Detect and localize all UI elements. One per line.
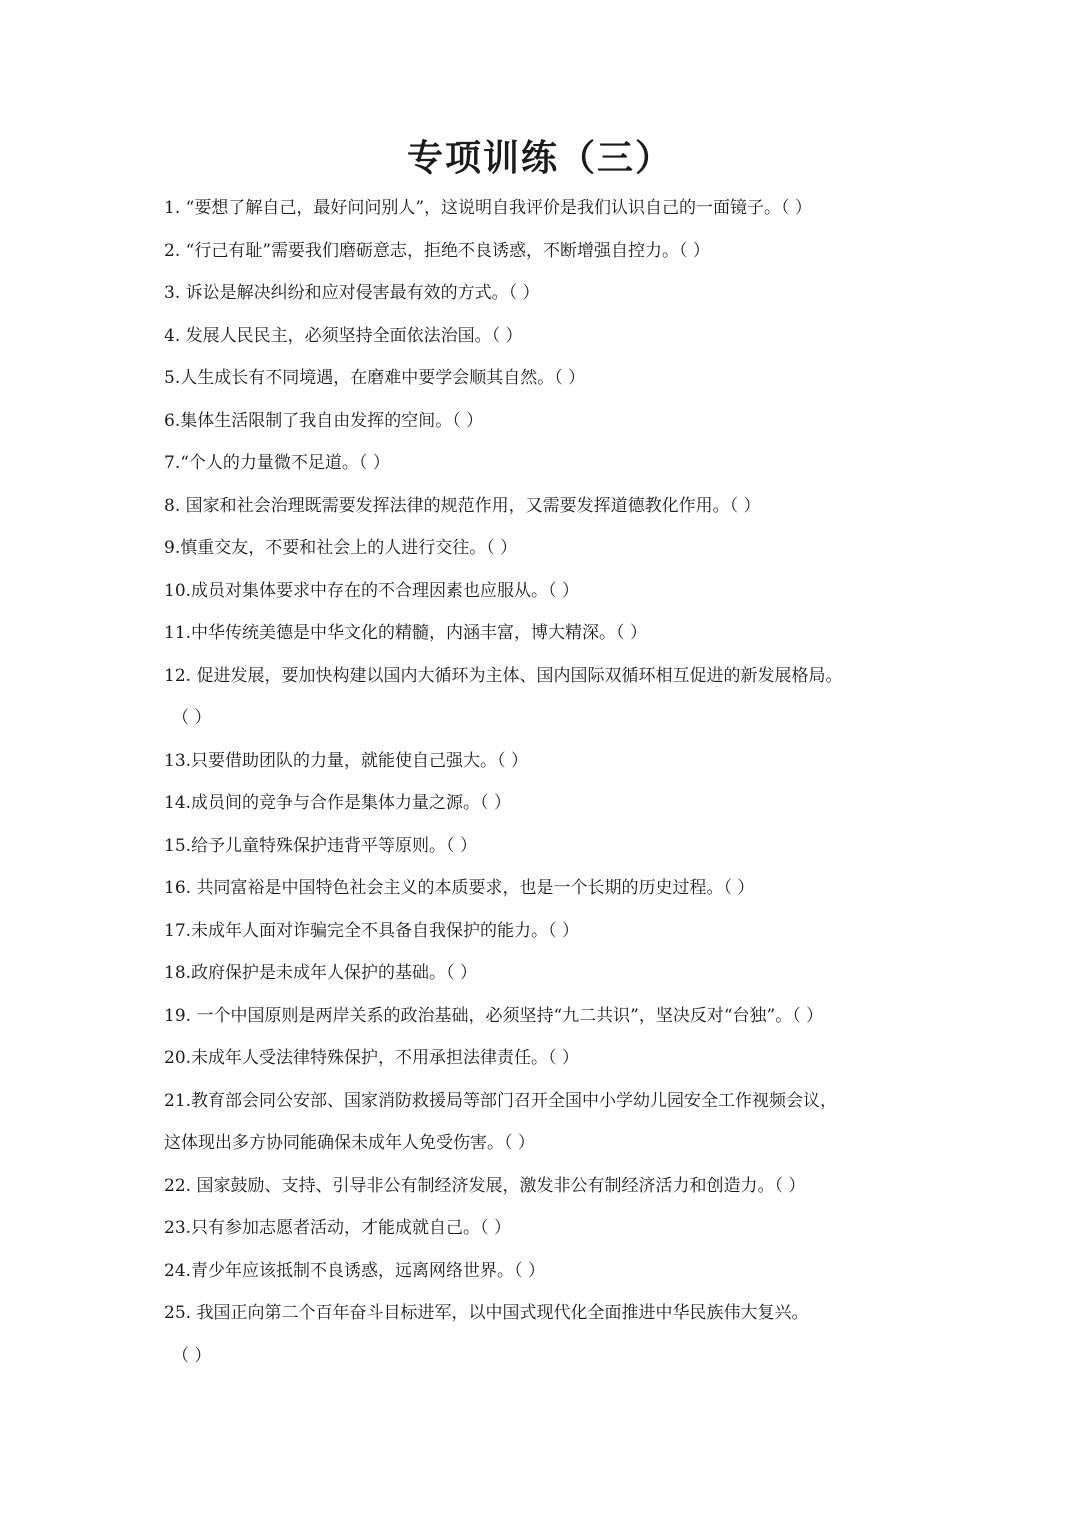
question-25-answer-blank: （ ） bbox=[172, 1345, 212, 1366]
question-18: 18.政府保护是未成年人保护的基础。（ ） bbox=[164, 963, 477, 983]
question-21: 21.教育部会同公安部、国家消防救援局等部门召开全国中小学幼儿园安全工作视频会议， bbox=[164, 1090, 838, 1111]
question-9: 9.慎重交友，不要和社会上的人进行交往。（ ） bbox=[164, 538, 518, 558]
question-16: 16. 共同富裕是中国特色社会主义的本质要求，也是一个长期的历史过程。（ ） bbox=[164, 878, 755, 898]
question-6: 6.集体生活限制了我自由发挥的空间。（ ） bbox=[164, 410, 484, 431]
question-25: 25. 我国正向第二个百年奋斗目标进军，以中国式现代化全面推进中华民族伟大复兴。 bbox=[164, 1303, 809, 1323]
question-13: 13.只要借助团队的力量，就能使自己强大。（ ） bbox=[164, 750, 528, 771]
question-4: 4. 发展人民民主，必须坚持全面依法治国。（ ） bbox=[164, 325, 523, 346]
question-24: 24.青少年应该抵制不良诱惑，远离网络世界。（ ） bbox=[164, 1260, 545, 1281]
question-1: 1. “要想了解自己，最好问问别人”，这说明自我评价是我们认识自己的一面镜子。（ ） bbox=[164, 198, 812, 218]
question-11: 11.中华传统美德是中华文化的精髓，内涵丰富，博大精深。（ ） bbox=[164, 623, 647, 643]
question-22: 22. 国家鼓励、支持、引导非公有制经济发展，激发非公有制经济活力和创造力。（ ） bbox=[164, 1175, 806, 1196]
question-14: 14.成员间的竞争与合作是集体力量之源。（ ） bbox=[164, 793, 511, 813]
question-list bbox=[164, 187, 924, 1377]
question-12-answer-blank: （ ） bbox=[172, 708, 212, 728]
question-7: 7.“个人的力量微不足道。（ ） bbox=[164, 453, 390, 473]
question-17: 17.未成年人面对诈骗完全不具备自我保护的能力。（ ） bbox=[164, 920, 579, 941]
question-23: 23.只有参加志愿者活动，才能成就自己。（ ） bbox=[164, 1218, 511, 1238]
question-21-continuation: 这体现出多方协同能确保未成年人免受伤害。（ ） bbox=[164, 1133, 535, 1153]
page-title: 专项训练（三） bbox=[406, 138, 673, 179]
question-3: 3. 诉讼是解决纠纷和应对侵害最有效的方式。（ ） bbox=[164, 283, 540, 303]
question-2: 2. “行己有耻”需要我们磨砺意志，拒绝不良诱惑，不断增强自控力。（ ） bbox=[164, 240, 710, 261]
question-5: 5.人生成长有不同境遇，在磨难中要学会顺其自然。（ ） bbox=[164, 368, 586, 388]
question-10: 10.成员对集体要求中存在的不合理因素也应服从。（ ） bbox=[164, 580, 579, 601]
question-19: 19. 一个中国原则是两岸关系的政治基础，必须坚持“九二共识”，坚决反对“台独”。（ ） bbox=[164, 1005, 824, 1026]
question-15: 15.给予儿童特殊保护违背平等原则。（ ） bbox=[164, 835, 477, 856]
question-20: 20.未成年人受法律特殊保护，不用承担法律责任。（ ） bbox=[164, 1048, 579, 1068]
question-12: 12. 促进发展，要加快构建以国内大循环为主体、国内国际双循环相互促进的新发展格局。 bbox=[164, 665, 843, 686]
question-8: 8. 国家和社会治理既需要发挥法律的规范作用，又需要发挥道德教化作用。（ ） bbox=[164, 495, 761, 516]
